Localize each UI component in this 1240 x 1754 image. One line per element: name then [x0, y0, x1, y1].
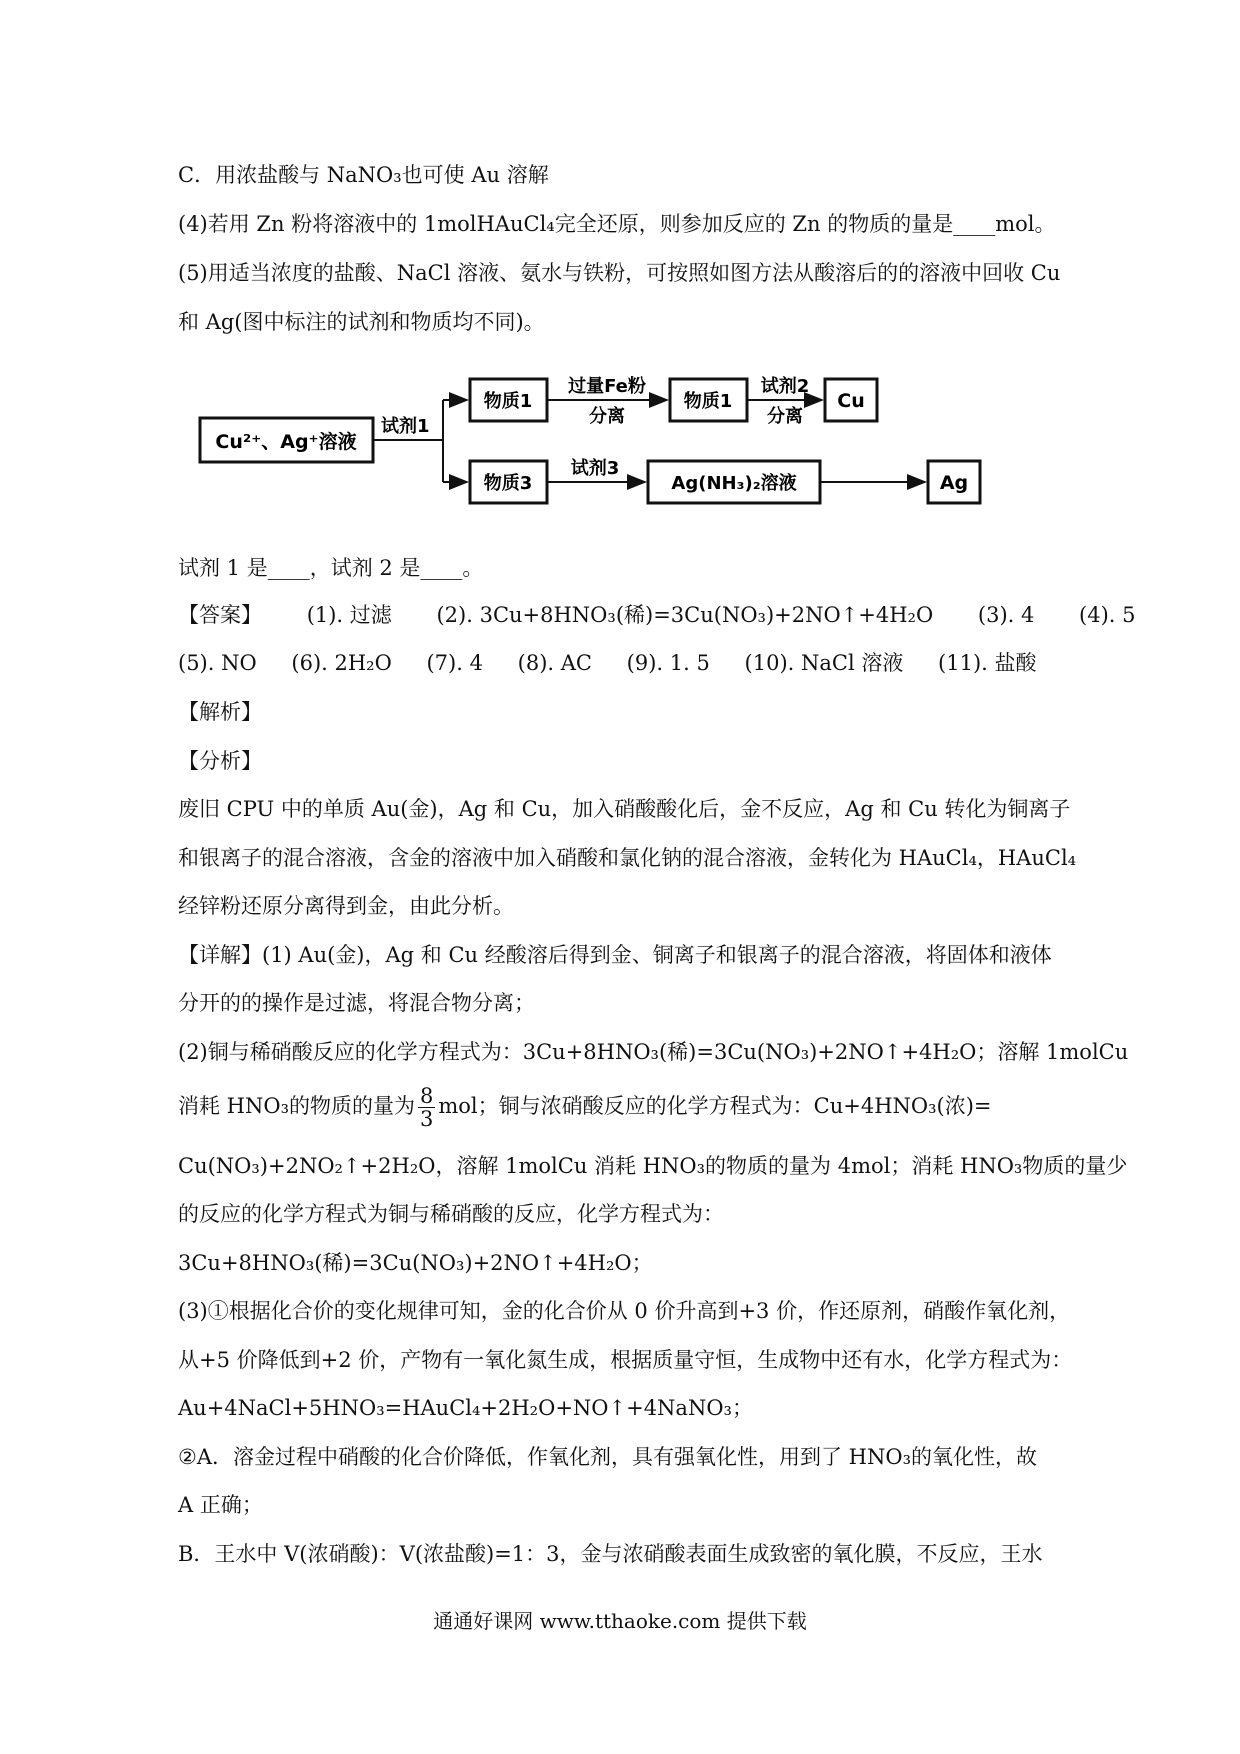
ag-nh3-label: Ag(NH₃)₂溶液: [671, 473, 797, 494]
detail-line: 从+5 价降低到+2 价，产物有一氧化氮生成，根据质量守恒，生成物中还有水，化学方程式为：: [178, 1348, 1073, 1372]
detail-text: mol；铜与浓硝酸反应的化学方程式为：Cu+4HNO₃(浓)=: [438, 1094, 992, 1118]
detail-line: [178, 940, 1052, 970]
answer-item: (2). 3Cu+8HNO₃(稀)=3Cu(NO₃)+2NO↑+4H₂O: [436, 603, 934, 627]
detail-line: (2)铜与稀硝酸反应的化学方程式为：3Cu+8HNO₃(稀)=3Cu(NO₃)+2NO↑+4H₂O；溶解 1molCu: [178, 1040, 1129, 1064]
reagent-1-label: 试剂1: [381, 416, 430, 437]
answer-item: (8). AC: [517, 651, 592, 675]
section-jiexi: 【解析】: [178, 700, 262, 724]
option-c: C．用浓盐酸与 NaNO₃也可使 Au 溶解: [178, 163, 549, 187]
analysis-line: 废旧 CPU 中的单质 Au(金)，Ag 和 Cu，加入硝酸酸化后，金不反应，Ag 和 Cu 转化为铜离子: [178, 797, 1071, 821]
detail-line: A 正确；: [178, 1493, 263, 1517]
answer-item: (7). 4: [426, 651, 483, 675]
flow-diagram: [195, 362, 1035, 512]
analysis-line: 和银离子的混合溶液，含金的溶液中加入硝酸和氯化钠的混合溶液，金转化为 HAuCl₄，HAuCl₄: [178, 846, 1077, 870]
answer-line-2: [178, 648, 1037, 678]
section-xiangjie: 【详解】: [178, 943, 262, 967]
cu-label: Cu: [837, 390, 865, 412]
detail-line: 分开的的操作是过滤，将混合物分离；: [178, 991, 535, 1015]
reagent-3-label: 试剂3: [570, 458, 620, 479]
answer-item: (5). NO: [178, 651, 257, 675]
answer-item: (9). 1. 5: [626, 651, 710, 675]
question-4: (4)若用 Zn 粉将溶液中的 1molHAuCl₄完全还原，则参加反应的 Zn 的物质的量是____mol。: [178, 212, 1056, 236]
detail-line: B．王水中 V(浓硝酸)：V(浓盐酸)=1：3，金与浓硝酸表面生成致密的氧化膜，不反应，王水: [178, 1542, 1043, 1566]
ag-label: Ag: [939, 472, 969, 494]
detail-line: (3)①根据化合价的变化规律可知，金的化合价从 0 价升高到+3 价，作还原剂，硝酸作氧化剂，: [178, 1299, 1071, 1323]
answer-item: (11). 盐酸: [938, 651, 1037, 675]
material-1-label: 物质1: [483, 391, 533, 412]
detail-text: 消耗 HNO₃的物质的量为: [178, 1094, 415, 1118]
start-solution-label: Cu²⁺、Ag⁺溶液: [215, 431, 357, 453]
answer-item: (6). 2H₂O: [291, 651, 392, 675]
fraction-denominator: 3: [420, 1107, 434, 1131]
page-footer: 通通好课网 www.tthaoke.com 提供下载: [433, 1609, 807, 1633]
answer-line-1: [178, 600, 1136, 630]
answer-item: (1). 过滤: [306, 603, 392, 627]
separate-2-label: 分离: [767, 406, 803, 427]
detail-line: 3Cu+8HNO₃(稀)=3Cu(NO₃)+2NO↑+4H₂O；: [178, 1251, 653, 1275]
excess-fe-label: 过量Fe粉: [568, 376, 646, 397]
detail-line: Au+4NaCl+5HNO₃=HAuCl₄+2H₂O+NO↑+4NaNO₃；: [178, 1396, 753, 1420]
detail-line: ②A．溶金过程中硝酸的化合价降低，作氧化剂，具有强氧化性，用到了 HNO₃的氧化性，故: [178, 1445, 1037, 1469]
material-1b-label: 物质1: [683, 391, 733, 412]
detail-line-fraction: [178, 1083, 992, 1130]
detail-line: 的反应的化学方程式为铜与稀硝酸的反应，化学方程式为：: [178, 1202, 724, 1226]
answer-item: (3). 4: [977, 603, 1035, 627]
analysis-line: 经锌粉还原分离得到金，由此分析。: [178, 894, 514, 918]
fill-in-question: 试剂 1 是____，试剂 2 是____。: [178, 556, 484, 580]
fraction-8-3: [418, 1085, 435, 1130]
answer-item: (4). 5: [1079, 603, 1136, 627]
separate-1-label: 分离: [589, 406, 625, 427]
reagent-2-label: 试剂2: [760, 376, 810, 397]
detail-line: Cu(NO₃)+2NO₂↑+2H₂O，溶解 1molCu 消耗 HNO₃的物质的量为 4mol；消耗 HNO₃物质的量少: [178, 1154, 1128, 1178]
detail-text: (1) Au(金)，Ag 和 Cu 经酸溶后得到金、铜离子和银离子的混合溶液，将固体和液体: [262, 943, 1052, 967]
answer-item: (10). NaCl 溶液: [744, 651, 904, 675]
fraction-numerator: 8: [420, 1084, 434, 1108]
material-3-label: 物质3: [483, 473, 533, 494]
question-5-line1: (5)用适当浓度的盐酸、NaCl 溶液、氨水与铁粉，可按照如图方法从酸溶后的的溶液中回收 Cu: [178, 261, 1061, 285]
section-fenxi: 【分析】: [178, 749, 262, 773]
question-5-line2: 和 Ag(图中标注的试剂和物质均不同)。: [178, 310, 545, 334]
answer-label: 【答案】: [178, 603, 262, 627]
